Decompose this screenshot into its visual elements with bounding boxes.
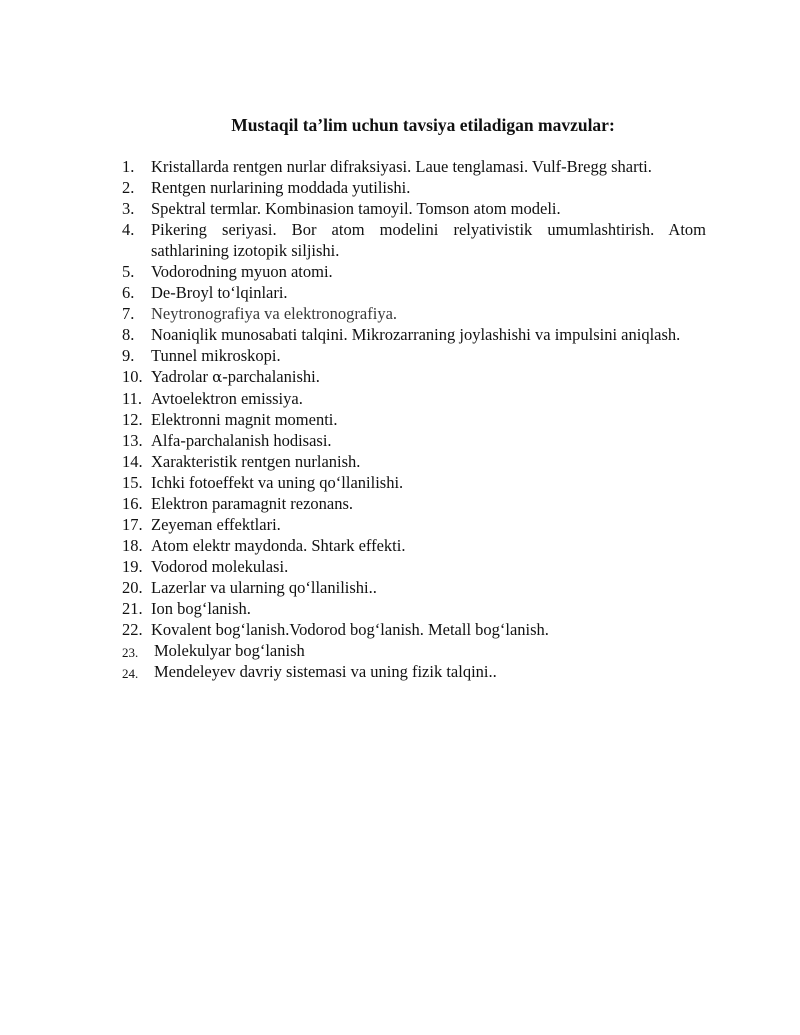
list-item-text: Lazerlar va ularning qo‘llanilishi.. (151, 578, 377, 597)
list-item (120, 451, 706, 472)
list-item (120, 303, 706, 324)
list-item (120, 493, 706, 514)
list-item (120, 514, 706, 535)
list-item-number: 14. (122, 452, 143, 471)
list-item-text: Avtoelektron emissiya. (151, 389, 303, 408)
list-item (120, 198, 706, 219)
list-item-text: Elektronni magnit momenti. (151, 410, 338, 429)
list-item-number: 21. (122, 599, 143, 618)
list-item-text: Zeyeman effektlari. (151, 515, 281, 534)
list-item (120, 366, 706, 388)
list-item-text: Kovalent bog‘lanish.Vodorod bog‘lanish. Metall bog‘lanish. (151, 620, 549, 639)
list-item-text: Pikering seriyasi. Bor atom modelini relyativistik umumlashtirish. Atom sathlarining izotopik siljishi. (151, 220, 706, 260)
list-item (120, 177, 706, 198)
list-item (120, 388, 706, 409)
list-item-number: 16. (122, 494, 143, 513)
list-item-number: 8. (122, 325, 135, 344)
list-item-text: Ichki fotoeffekt va uning qo‘llanilishi. (151, 473, 404, 492)
list-item-text: Vodorod molekulasi. (151, 557, 289, 576)
list-item-text-after: -parchalanishi. (222, 367, 320, 386)
list-item (120, 472, 706, 493)
list-item-text: Mendeleyev davriy sistemasi va uning fizik talqini.. (154, 662, 497, 681)
list-item-text: Spektral termlar. Kombinasion tamoyil. Tomson atom modeli. (151, 199, 561, 218)
list-item-text: Vodorodning myuon atomi. (151, 262, 333, 281)
list-item-number: 18. (122, 536, 143, 555)
list-item-text (151, 367, 320, 386)
list-item (120, 261, 706, 282)
list-item-number: 4. (122, 220, 135, 239)
list-item (120, 535, 706, 556)
list-item-text: Ion bog‘lanish. (151, 599, 251, 618)
list-item-number: 13. (122, 431, 143, 450)
list-item-number: 19. (122, 557, 143, 576)
list-item-text: Neytronografiya va elektronografiya. (151, 304, 398, 323)
list-item-text: Noaniqlik munosabati talqini. Mikrozarraning joylashishi va impulsini aniqlash. (151, 325, 681, 344)
list-item-text-before: Yadrolar (151, 367, 213, 386)
list-item-number: 2. (122, 178, 135, 197)
list-item-text: Rentgen nurlarining moddada yutilishi. (151, 178, 411, 197)
list-item (120, 640, 706, 661)
list-item-number: 23. (122, 645, 139, 660)
list-item (120, 598, 706, 619)
list-item (120, 345, 706, 366)
list-item-number: 20. (122, 578, 143, 597)
list-item-text: Kristallarda rentgen nurlar difraksiyasi. Laue tenglamasi. Vulf-Bregg sharti. (151, 157, 652, 176)
list-item-number: 5. (122, 262, 135, 281)
list-item (120, 556, 706, 577)
list-item (120, 661, 706, 682)
list-item (120, 219, 706, 261)
list-item-number: 17. (122, 515, 143, 534)
list-item-number: 15. (122, 473, 143, 492)
list-item (120, 324, 706, 345)
list-item-text: Elektron paramagnit rezonans. (151, 494, 354, 513)
list-item-number: 12. (122, 410, 143, 429)
list-item-number: 9. (122, 346, 135, 365)
list-item (120, 409, 706, 430)
list-item-text: De-Broyl to‘lqinlari. (151, 283, 288, 302)
list-item (120, 156, 706, 177)
list-item (120, 430, 706, 451)
list-item-number: 10. (122, 367, 143, 386)
document-title: Mustaqil ta’lim uchun tavsiya etiladigan mavzular: (231, 115, 615, 135)
list-item-number: 24. (122, 666, 139, 681)
list-item-text: Atom elektr maydonda. Shtark effekti. (151, 536, 406, 555)
list-item-number: 1. (122, 157, 135, 176)
list-item (120, 619, 706, 640)
list-item-number: 22. (122, 620, 143, 639)
list-item (120, 577, 706, 598)
list-item-number: 6. (122, 283, 135, 302)
list-item-number: 11. (122, 389, 143, 408)
list-item-number: 3. (122, 199, 135, 218)
list-item-text: Tunnel mikroskopi. (151, 346, 281, 365)
alpha-symbol: α (212, 368, 223, 386)
topic-list (120, 156, 706, 682)
list-item-number: 7. (122, 304, 135, 323)
list-item-text: Molekulyar bog‘lanish (154, 641, 305, 660)
list-item (120, 282, 706, 303)
list-item-text: Alfa-parchalanish hodisasi. (151, 431, 332, 450)
list-item-text: Xarakteristik rentgen nurlanish. (151, 452, 361, 471)
